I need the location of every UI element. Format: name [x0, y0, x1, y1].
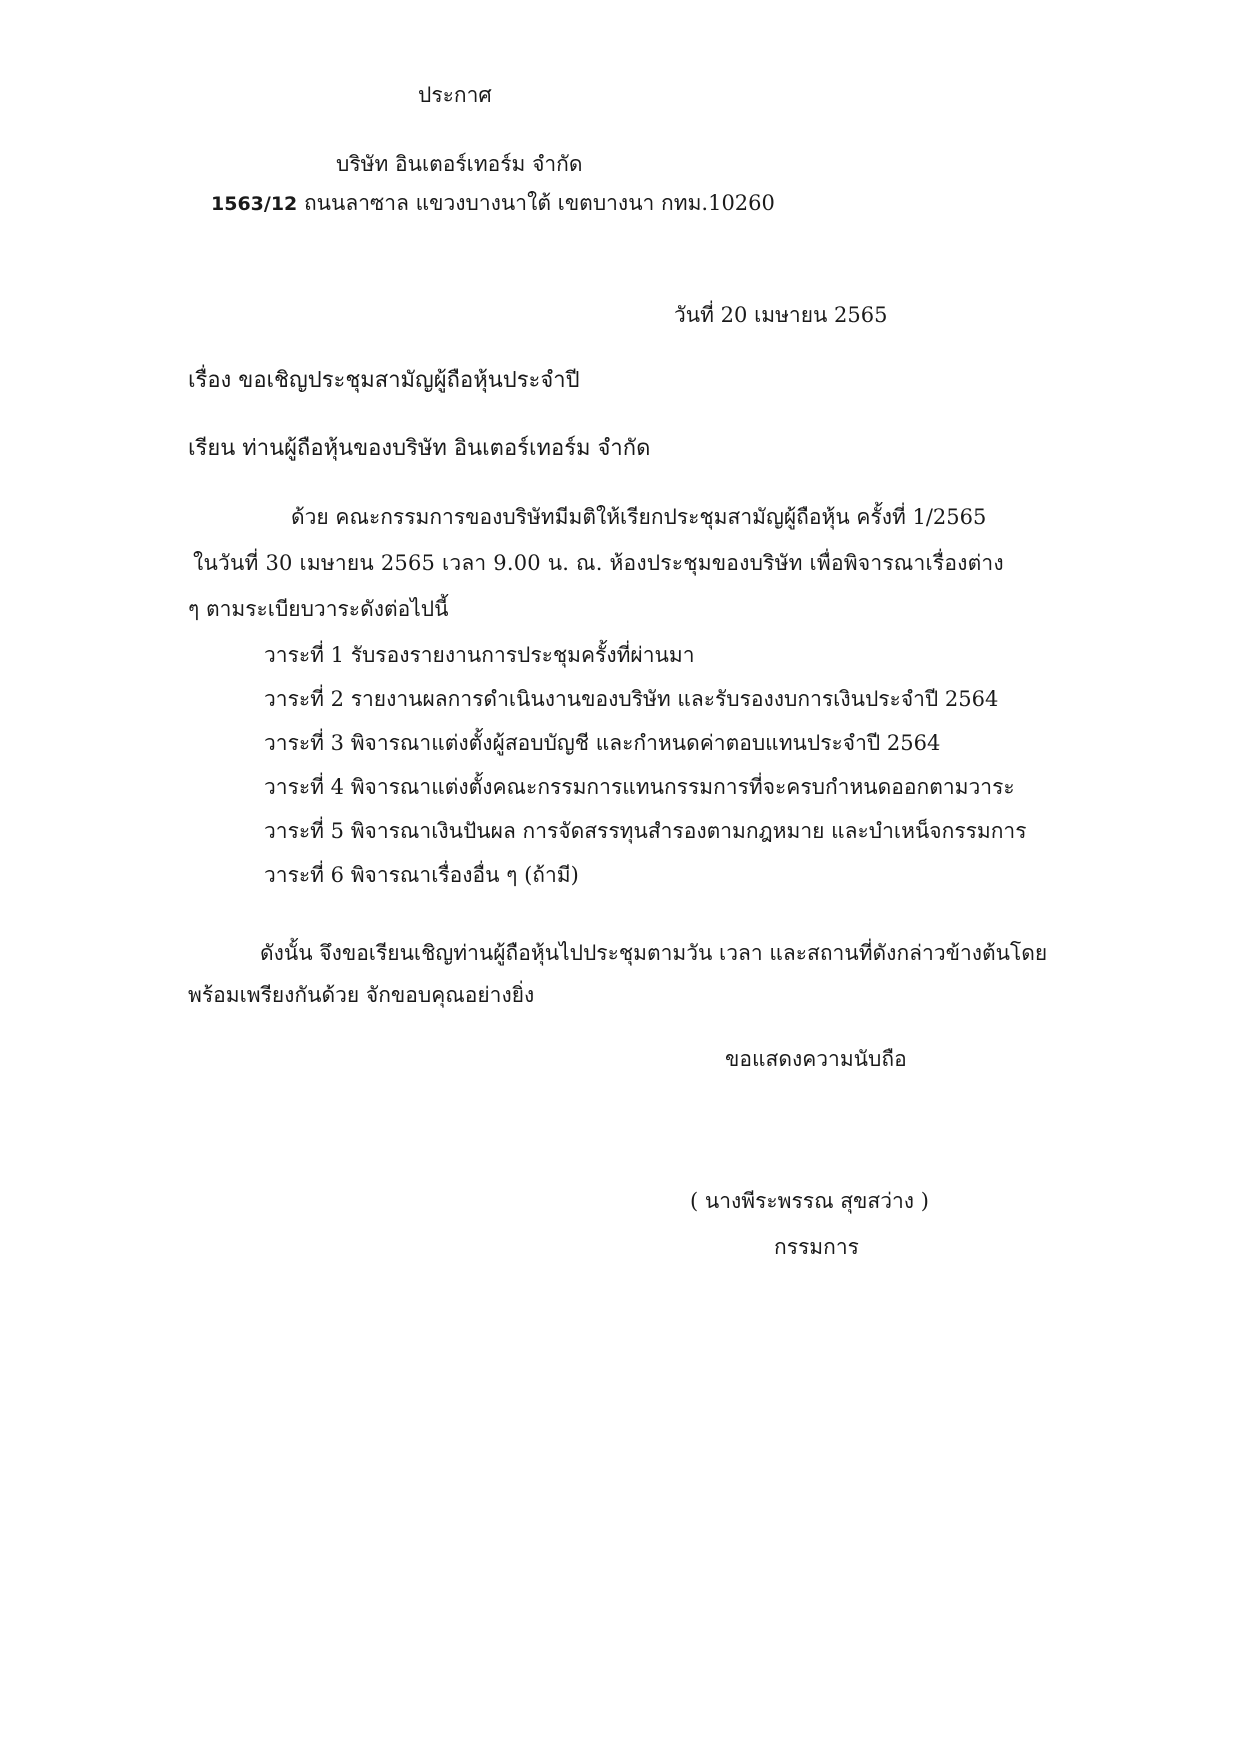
address-number: 1563/12: [211, 193, 298, 215]
paragraph-line-3: ๆ ตามระเบียบวาระดังต่อไปนี้: [188, 597, 449, 621]
signer-position: กรรมการ: [774, 1235, 859, 1259]
closing-line-1: ดังนั้น จึงขอเรียนเชิญท่านผู้ถือหุ้นไปประชุมตามวัน เวลา และสถานที่ดังกล่าวข้างต้นโดย: [260, 941, 1048, 965]
salutation-line: เรียน ท่านผู้ถือหุ้นของบริษัท อินเตอร์เทอร์ม จำกัด: [188, 436, 651, 461]
closing-line-2: พร้อมเพรียงกันด้วย จักขอบคุณอย่างยิ่ง: [188, 983, 535, 1007]
subject-line: เรื่อง ขอเชิญประชุมสามัญผู้ถือหุ้นประจำปี: [188, 368, 580, 393]
agenda-item-1: วาระที่ 1 รับรองรายงานการประชุมครั้งที่ผ่านมา: [264, 643, 695, 667]
agenda-item-4: วาระที่ 4 พิจารณาแต่งตั้งคณะกรรมการแทนกรรมการที่จะครบกำหนดออกตามวาระ: [264, 775, 1015, 799]
document-date: วันที่ 20 เมษายน 2565: [674, 303, 888, 327]
agenda-item-5: วาระที่ 5 พิจารณาเงินปันผล การจัดสรรทุนสำรองตามกฎหมาย และบำเหน็จกรรมการ: [264, 819, 1027, 843]
agenda-item-2: วาระที่ 2 รายงานผลการดำเนินงานของบริษัท และรับรองงบการเงินประจำปี 2564: [264, 687, 999, 711]
paragraph-line-2: ในวันที่ 30 เมษายน 2565 เวลา 9.00 น. ณ. ห้องประชุมของบริษัท เพื่อพิจารณาเรื่องต่าง: [193, 551, 1004, 575]
regards-text: ขอแสดงความนับถือ: [725, 1047, 907, 1071]
document-heading: ประกาศ: [418, 83, 492, 107]
agenda-item-3: วาระที่ 3 พิจารณาแต่งตั้งผู้สอบบัญชี และกำหนดค่าตอบแทนประจำปี 2564: [264, 731, 941, 755]
address-text: ถนนลาซาล แขวงบางนาใต้ เขตบางนา กทม.10260: [297, 191, 775, 215]
company-name: บริษัท อินเตอร์เทอร์ม จำกัด: [336, 152, 583, 176]
paragraph-line-1: ด้วย คณะกรรมการของบริษัทมีมติให้เรียกประชุมสามัญผู้ถือหุ้น ครั้งที่ 1/2565: [291, 505, 987, 529]
agenda-item-6: วาระที่ 6 พิจารณาเรื่องอื่น ๆ (ถ้ามี): [264, 863, 579, 887]
signer-name: ( นางพีระพรรณ สุขสว่าง ): [690, 1189, 929, 1213]
company-address: [211, 188, 775, 219]
